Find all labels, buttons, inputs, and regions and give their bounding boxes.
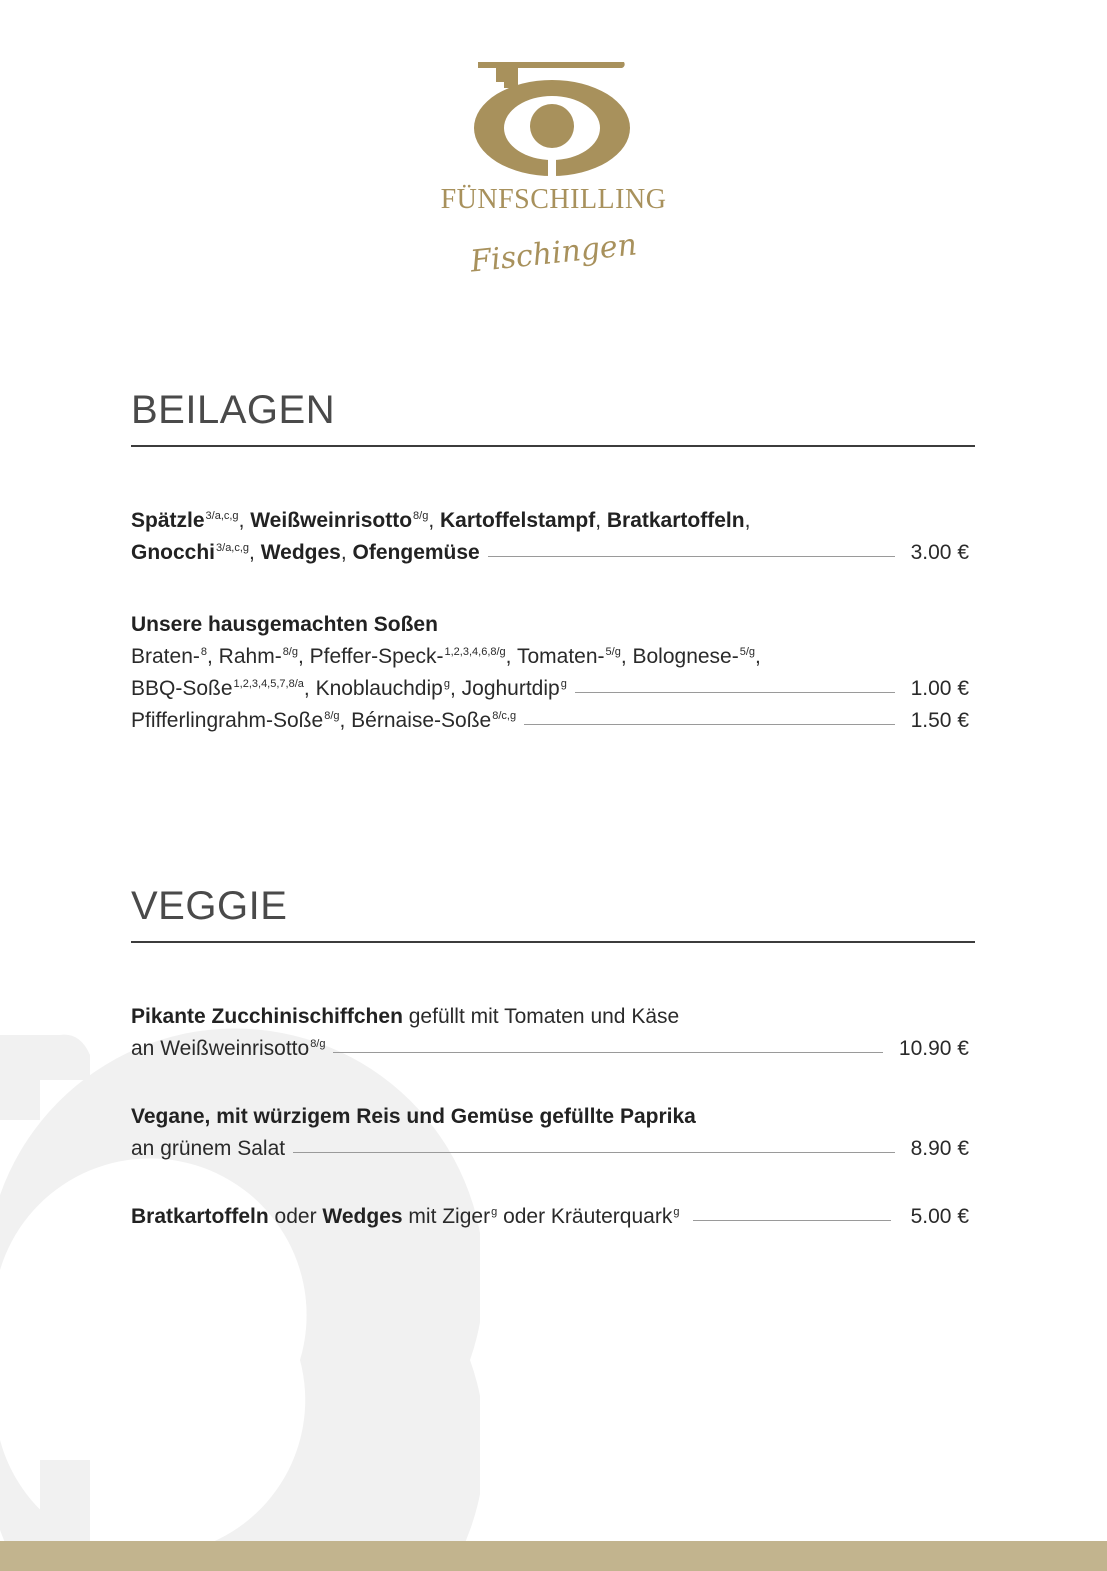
allergen-code: g	[491, 1206, 498, 1218]
menu-item-sauces: Unsere hausgemachten Soßen Braten-$^8$, Rahm-$^{8/g}$, Pfeffer-Speck-$^{1,2,3,4,6,8/g}$, Tomaten-$^{5/g}$, Bolognese-$^{5/g}$, BBQ-Soße$^{1,2,3,4,5,7,8/a}$, Knoblauchdip$^g$, Joghurtdip$^g$ 1.00 € Pfifferlingrahm-Soße$^{8/g}$, Bérnaise-Soße$^{8/c,g}$ 1.50 €	[131, 609, 975, 737]
allergen-code: g	[443, 678, 450, 690]
allergen-code: 8/g	[324, 710, 340, 722]
item-name: Wedges	[260, 541, 341, 564]
allergen-code: g	[560, 678, 567, 690]
logo-emblem-icon	[474, 60, 634, 178]
allergen-code: 5/g	[739, 646, 756, 658]
price-leader	[693, 1220, 891, 1221]
allergen-code: 8	[200, 646, 207, 658]
item-name: Kartoffelstampf	[440, 509, 596, 532]
item-name: Bratkartoffeln	[606, 509, 745, 532]
allergen-code: 3/a,c,g	[216, 542, 250, 554]
sauce-name: Pfifferlingrahm-Soße	[131, 709, 324, 732]
item-text: mit Ziger	[408, 1205, 491, 1228]
item-heading: Unsere hausgemachten Soßen	[131, 613, 438, 636]
price: 1.00 €	[910, 677, 969, 700]
menu-item-sides: Spätzle$^{3/a,c,g}$, Weißweinrisotto$^{8/g}$, Kartoffelstampf, Bratkartoffeln, Gnocchi$^{3/a,c,g}$, Wedges, Ofengemüse 3.00 €	[131, 505, 975, 569]
section-veggie	[131, 884, 975, 1259]
item-name: Spätzle	[131, 509, 205, 532]
allergen-code: 8/g	[310, 1038, 326, 1050]
price-leader	[575, 692, 895, 693]
sauce-name: Joghurtdip	[461, 677, 560, 700]
allergen-code: 3/a,c,g	[205, 510, 239, 522]
price-leader	[488, 556, 895, 557]
sauce-name: BBQ-Soße	[131, 677, 233, 700]
footer-bar	[0, 1541, 1107, 1571]
sauce-name: Braten-	[131, 645, 200, 668]
price-leader	[293, 1152, 895, 1153]
price-leader	[333, 1052, 883, 1053]
price: 3.00 €	[910, 541, 969, 564]
allergen-code: 1,2,3,4,6,8/g	[444, 646, 506, 658]
item-name: Wedges	[322, 1205, 403, 1228]
item-name: Weißweinrisotto	[250, 509, 413, 532]
price: 1.50 €	[910, 709, 969, 732]
menu-item-zucchini	[131, 1001, 975, 1065]
logo	[0, 60, 1107, 280]
price-leader	[524, 724, 895, 725]
section-title: VEGGIE	[131, 884, 975, 943]
allergen-code: 8/c,g	[492, 710, 517, 722]
item-name: Ofengemüse	[352, 541, 480, 564]
sauce-name: Pfeffer-Speck-	[309, 645, 444, 668]
allergen-code: g	[673, 1206, 680, 1218]
price: 10.90 €	[898, 1037, 969, 1060]
item-name: Bratkartoffeln	[131, 1205, 269, 1228]
sauce-name: Knoblauchdip	[315, 677, 443, 700]
allergen-code: 5/g	[605, 646, 621, 658]
section-beilagen	[131, 388, 975, 763]
price: 8.90 €	[910, 1137, 969, 1160]
item-name: Gnocchi	[131, 541, 216, 564]
location-signature: Fischingen	[468, 227, 639, 280]
item-description: an Weißweinrisotto	[131, 1037, 310, 1060]
item-name: Vegane, mit würzigem Reis und Gemüse gefüllte Paprika	[131, 1105, 696, 1128]
section-title: BEILAGEN	[131, 388, 975, 447]
item-text: oder	[274, 1205, 317, 1228]
sauce-name: Bérnaise-Soße	[351, 709, 492, 732]
allergen-code: 1,2,3,4,5,7,8/a	[233, 678, 304, 690]
menu-item-paprika	[131, 1101, 975, 1165]
sauce-name: Bolognese-	[632, 645, 739, 668]
allergen-code: 8/g	[282, 646, 298, 658]
sauce-name: Tomaten-	[516, 645, 605, 668]
brand-name: FÜNFSCHILLING	[440, 184, 667, 215]
price: 5.00 €	[910, 1205, 969, 1228]
item-description: gefüllt mit Tomaten und Käse	[408, 1005, 680, 1028]
sauce-name: Rahm-	[218, 645, 282, 668]
menu-item-kartoffeln	[131, 1201, 975, 1233]
item-text: oder Kräuterquark	[503, 1205, 673, 1228]
allergen-code: 8/g	[413, 510, 429, 522]
item-description: an grünem Salat	[131, 1137, 286, 1160]
item-name: Pikante Zucchinischiffchen	[131, 1005, 403, 1028]
